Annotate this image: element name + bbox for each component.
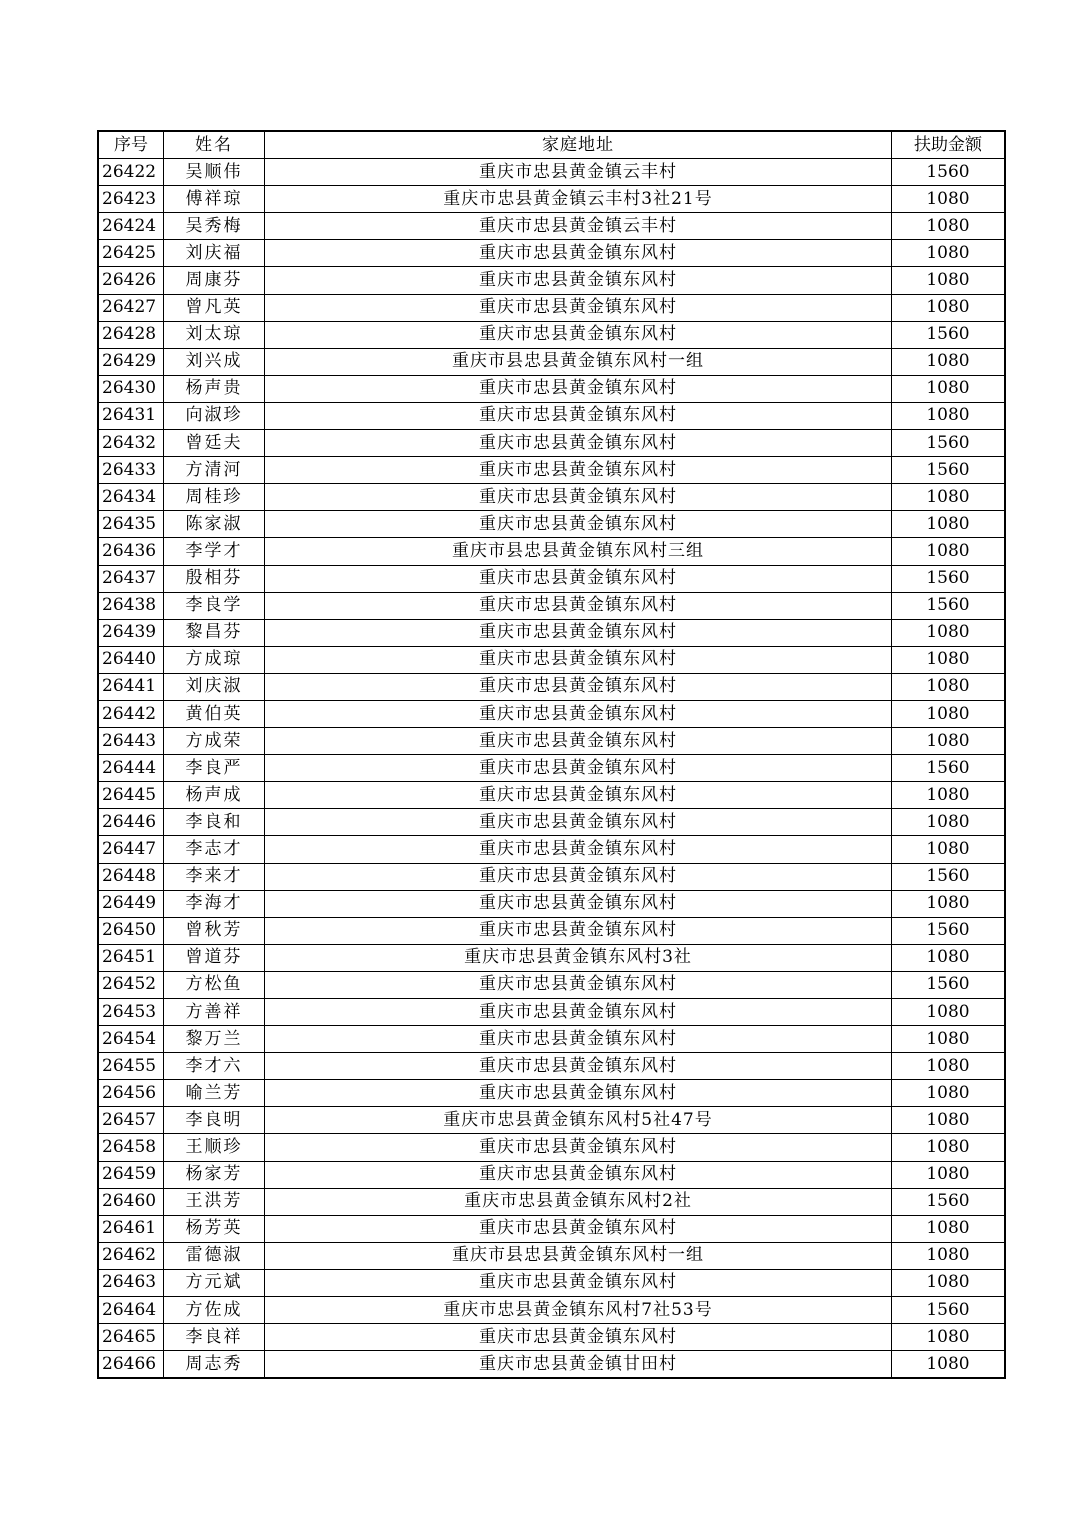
cell-amount: 1560 [892, 755, 1006, 782]
cell-address: 重庆市忠县黄金镇东风村 [265, 484, 892, 511]
cell-address: 重庆市县忠县黄金镇东风村一组 [265, 1242, 892, 1269]
table-row [98, 592, 1005, 619]
cell-name: 李良学 [164, 592, 265, 619]
cell-address: 重庆市忠县黄金镇东风村 [265, 728, 892, 755]
cell-address: 重庆市忠县黄金镇东风村 [265, 1269, 892, 1296]
cell-id: 26437 [98, 565, 164, 592]
cell-address: 重庆市忠县黄金镇东风村 [265, 375, 892, 402]
cell-address: 重庆市忠县黄金镇东风村 [265, 430, 892, 457]
cell-name: 向淑珍 [164, 402, 265, 429]
cell-name: 刘太琼 [164, 321, 265, 348]
header-name: 姓名 [164, 131, 265, 159]
table-row [98, 1161, 1005, 1188]
cell-id: 26423 [98, 186, 164, 213]
cell-name: 方成荣 [164, 728, 265, 755]
table-row [98, 999, 1005, 1026]
cell-amount: 1560 [892, 1297, 1006, 1324]
cell-name: 王顺珍 [164, 1134, 265, 1161]
table-row [98, 1297, 1005, 1324]
cell-name: 方善祥 [164, 999, 265, 1026]
cell-address: 重庆市忠县黄金镇云丰村 [265, 159, 892, 186]
cell-name: 李来才 [164, 863, 265, 890]
cell-address: 重庆市忠县黄金镇东风村 [265, 863, 892, 890]
cell-amount: 1080 [892, 240, 1006, 267]
cell-name: 曾凡英 [164, 294, 265, 321]
cell-id: 26438 [98, 592, 164, 619]
cell-id: 26458 [98, 1134, 164, 1161]
cell-amount: 1560 [892, 321, 1006, 348]
cell-amount: 1080 [892, 348, 1006, 375]
cell-id: 26463 [98, 1269, 164, 1296]
cell-name: 李良严 [164, 755, 265, 782]
cell-amount: 1560 [892, 565, 1006, 592]
cell-id: 26443 [98, 728, 164, 755]
cell-amount: 1080 [892, 944, 1006, 971]
cell-amount: 1080 [892, 673, 1006, 700]
cell-amount: 1560 [892, 457, 1006, 484]
cell-amount: 1560 [892, 159, 1006, 186]
table-row [98, 565, 1005, 592]
cell-id: 26446 [98, 809, 164, 836]
cell-amount: 1560 [892, 430, 1006, 457]
cell-id: 26431 [98, 402, 164, 429]
cell-name: 周志秀 [164, 1351, 265, 1379]
cell-amount: 1080 [892, 1107, 1006, 1134]
cell-name: 周康芬 [164, 267, 265, 294]
cell-id: 26456 [98, 1080, 164, 1107]
table-row [98, 890, 1005, 917]
table-row [98, 673, 1005, 700]
cell-amount: 1560 [892, 1188, 1006, 1215]
cell-name: 曾廷夫 [164, 430, 265, 457]
cell-name: 雷德淑 [164, 1242, 265, 1269]
table-row [98, 375, 1005, 402]
header-address: 家庭地址 [265, 131, 892, 159]
cell-name: 李良和 [164, 809, 265, 836]
cell-name: 刘兴成 [164, 348, 265, 375]
cell-name: 曾道芬 [164, 944, 265, 971]
cell-name: 方松鱼 [164, 971, 265, 998]
cell-id: 26426 [98, 267, 164, 294]
cell-name: 杨家芳 [164, 1161, 265, 1188]
cell-amount: 1080 [892, 1351, 1006, 1379]
cell-address: 重庆市忠县黄金镇东风村5社47号 [265, 1107, 892, 1134]
cell-id: 26435 [98, 511, 164, 538]
cell-id: 26447 [98, 836, 164, 863]
cell-name: 杨声成 [164, 782, 265, 809]
cell-address: 重庆市忠县黄金镇东风村 [265, 782, 892, 809]
cell-amount: 1560 [892, 863, 1006, 890]
cell-id: 26439 [98, 619, 164, 646]
cell-name: 方元斌 [164, 1269, 265, 1296]
cell-name: 曾秋芳 [164, 917, 265, 944]
cell-amount: 1560 [892, 592, 1006, 619]
cell-amount: 1080 [892, 890, 1006, 917]
cell-address: 重庆市忠县黄金镇甘田村 [265, 1351, 892, 1379]
table-row [98, 971, 1005, 998]
cell-id: 26464 [98, 1297, 164, 1324]
cell-amount: 1080 [892, 619, 1006, 646]
table-row [98, 511, 1005, 538]
table-row [98, 1134, 1005, 1161]
cell-name: 李海才 [164, 890, 265, 917]
cell-address: 重庆市忠县黄金镇东风村 [265, 836, 892, 863]
cell-name: 黎万兰 [164, 1026, 265, 1053]
cell-id: 26427 [98, 294, 164, 321]
cell-address: 重庆市忠县黄金镇东风村 [265, 971, 892, 998]
cell-address: 重庆市忠县黄金镇东风村 [265, 565, 892, 592]
table-row [98, 782, 1005, 809]
cell-address: 重庆市忠县黄金镇东风村 [265, 402, 892, 429]
cell-name: 李良祥 [164, 1324, 265, 1351]
cell-id: 26459 [98, 1161, 164, 1188]
table-row [98, 321, 1005, 348]
cell-name: 殷相芬 [164, 565, 265, 592]
cell-name: 方佐成 [164, 1297, 265, 1324]
cell-name: 李学才 [164, 538, 265, 565]
cell-address: 重庆市忠县黄金镇东风村 [265, 321, 892, 348]
cell-name: 喻兰芳 [164, 1080, 265, 1107]
table-row [98, 430, 1005, 457]
cell-address: 重庆市忠县黄金镇东风村 [265, 917, 892, 944]
cell-name: 吴顺伟 [164, 159, 265, 186]
cell-name: 李良明 [164, 1107, 265, 1134]
cell-amount: 1080 [892, 294, 1006, 321]
cell-id: 26465 [98, 1324, 164, 1351]
cell-id: 26425 [98, 240, 164, 267]
cell-amount: 1080 [892, 538, 1006, 565]
cell-address: 重庆市忠县黄金镇东风村 [265, 457, 892, 484]
cell-id: 26461 [98, 1215, 164, 1242]
cell-address: 重庆市忠县黄金镇东风村 [265, 592, 892, 619]
header-id: 序号 [98, 131, 164, 159]
table-row [98, 538, 1005, 565]
cell-address: 重庆市忠县黄金镇东风村 [265, 646, 892, 673]
cell-amount: 1080 [892, 402, 1006, 429]
cell-name: 李才六 [164, 1053, 265, 1080]
cell-amount: 1080 [892, 999, 1006, 1026]
table-row [98, 267, 1005, 294]
table-row [98, 1026, 1005, 1053]
cell-amount: 1080 [892, 375, 1006, 402]
subsidy-table [97, 130, 1006, 1379]
cell-address: 重庆市忠县黄金镇东风村 [265, 1053, 892, 1080]
cell-name: 杨芳英 [164, 1215, 265, 1242]
cell-id: 26448 [98, 863, 164, 890]
cell-address: 重庆市忠县黄金镇东风村 [265, 1324, 892, 1351]
cell-name: 方清河 [164, 457, 265, 484]
cell-amount: 1080 [892, 646, 1006, 673]
cell-name: 王洪芳 [164, 1188, 265, 1215]
cell-id: 26452 [98, 971, 164, 998]
cell-id: 26457 [98, 1107, 164, 1134]
cell-name: 方成琼 [164, 646, 265, 673]
table-row [98, 294, 1005, 321]
cell-address: 重庆市忠县黄金镇东风村 [265, 267, 892, 294]
cell-address: 重庆市忠县黄金镇东风村 [265, 294, 892, 321]
cell-id: 26442 [98, 700, 164, 727]
cell-id: 26454 [98, 1026, 164, 1053]
cell-amount: 1080 [892, 511, 1006, 538]
table-row [98, 1107, 1005, 1134]
cell-amount: 1080 [892, 484, 1006, 511]
cell-address: 重庆市忠县黄金镇东风村 [265, 619, 892, 646]
cell-address: 重庆市忠县黄金镇东风村3社 [265, 944, 892, 971]
cell-address: 重庆市忠县黄金镇东风村 [265, 809, 892, 836]
table-row [98, 1351, 1005, 1379]
table-row [98, 240, 1005, 267]
cell-name: 杨声贵 [164, 375, 265, 402]
cell-amount: 1080 [892, 186, 1006, 213]
cell-amount: 1080 [892, 1134, 1006, 1161]
cell-amount: 1560 [892, 971, 1006, 998]
cell-amount: 1080 [892, 1026, 1006, 1053]
cell-address: 重庆市忠县黄金镇东风村 [265, 1215, 892, 1242]
cell-id: 26432 [98, 430, 164, 457]
cell-address: 重庆市忠县黄金镇东风村2社 [265, 1188, 892, 1215]
cell-id: 26428 [98, 321, 164, 348]
cell-id: 26424 [98, 213, 164, 240]
cell-amount: 1080 [892, 1161, 1006, 1188]
cell-amount: 1080 [892, 1053, 1006, 1080]
cell-amount: 1080 [892, 782, 1006, 809]
cell-name: 黎昌芬 [164, 619, 265, 646]
cell-address: 重庆市县忠县黄金镇东风村三组 [265, 538, 892, 565]
cell-amount: 1080 [892, 728, 1006, 755]
cell-address: 重庆市忠县黄金镇东风村 [265, 700, 892, 727]
table-row [98, 619, 1005, 646]
cell-id: 26462 [98, 1242, 164, 1269]
cell-amount: 1080 [892, 1324, 1006, 1351]
table-row [98, 1053, 1005, 1080]
table-row [98, 348, 1005, 375]
cell-id: 26453 [98, 999, 164, 1026]
cell-id: 26455 [98, 1053, 164, 1080]
table-row [98, 159, 1005, 186]
cell-name: 黄伯英 [164, 700, 265, 727]
table-row [98, 836, 1005, 863]
table-body [98, 159, 1005, 1379]
cell-name: 傅祥琼 [164, 186, 265, 213]
cell-address: 重庆市忠县黄金镇云丰村 [265, 213, 892, 240]
cell-name: 陈家淑 [164, 511, 265, 538]
cell-name: 李志才 [164, 836, 265, 863]
cell-id: 26460 [98, 1188, 164, 1215]
cell-address: 重庆市忠县黄金镇东风村 [265, 890, 892, 917]
cell-id: 26436 [98, 538, 164, 565]
cell-id: 26434 [98, 484, 164, 511]
cell-amount: 1080 [892, 1269, 1006, 1296]
cell-amount: 1080 [892, 1242, 1006, 1269]
table-row [98, 1215, 1005, 1242]
cell-address: 重庆市忠县黄金镇东风村 [265, 673, 892, 700]
table-row [98, 1324, 1005, 1351]
cell-name: 周桂珍 [164, 484, 265, 511]
table-row [98, 755, 1005, 782]
table-row [98, 402, 1005, 429]
cell-amount: 1080 [892, 700, 1006, 727]
cell-address: 重庆市忠县黄金镇东风村 [265, 755, 892, 782]
table-row [98, 1269, 1005, 1296]
cell-id: 26430 [98, 375, 164, 402]
table-header-row [98, 131, 1005, 159]
table-row [98, 700, 1005, 727]
table-row [98, 457, 1005, 484]
cell-address: 重庆市忠县黄金镇东风村 [265, 1134, 892, 1161]
cell-amount: 1080 [892, 267, 1006, 294]
cell-name: 刘庆淑 [164, 673, 265, 700]
cell-address: 重庆市忠县黄金镇东风村 [265, 1161, 892, 1188]
cell-amount: 1080 [892, 1215, 1006, 1242]
table-row [98, 1080, 1005, 1107]
cell-address: 重庆市忠县黄金镇东风村 [265, 1080, 892, 1107]
cell-address: 重庆市忠县黄金镇东风村 [265, 240, 892, 267]
table-row [98, 917, 1005, 944]
cell-id: 26450 [98, 917, 164, 944]
cell-name: 刘庆福 [164, 240, 265, 267]
cell-address: 重庆市忠县黄金镇云丰村3社21号 [265, 186, 892, 213]
cell-id: 26449 [98, 890, 164, 917]
cell-address: 重庆市忠县黄金镇东风村7社53号 [265, 1297, 892, 1324]
table-row [98, 484, 1005, 511]
cell-id: 26422 [98, 159, 164, 186]
table-row [98, 728, 1005, 755]
cell-id: 26433 [98, 457, 164, 484]
cell-id: 26451 [98, 944, 164, 971]
table-row [98, 646, 1005, 673]
table-row [98, 809, 1005, 836]
cell-address: 重庆市忠县黄金镇东风村 [265, 511, 892, 538]
cell-amount: 1560 [892, 917, 1006, 944]
table-row [98, 186, 1005, 213]
cell-address: 重庆市县忠县黄金镇东风村一组 [265, 348, 892, 375]
cell-id: 26466 [98, 1351, 164, 1379]
cell-amount: 1080 [892, 213, 1006, 240]
header-amount: 扶助金额 [892, 131, 1006, 159]
cell-id: 26441 [98, 673, 164, 700]
cell-id: 26429 [98, 348, 164, 375]
cell-address: 重庆市忠县黄金镇东风村 [265, 1026, 892, 1053]
cell-address: 重庆市忠县黄金镇东风村 [265, 999, 892, 1026]
table-row [98, 1242, 1005, 1269]
table-row [98, 1188, 1005, 1215]
cell-amount: 1080 [892, 836, 1006, 863]
table-row [98, 944, 1005, 971]
cell-id: 26445 [98, 782, 164, 809]
cell-name: 吴秀梅 [164, 213, 265, 240]
cell-amount: 1080 [892, 1080, 1006, 1107]
cell-id: 26444 [98, 755, 164, 782]
cell-id: 26440 [98, 646, 164, 673]
table-row [98, 213, 1005, 240]
subsidy-table-container [97, 130, 1006, 1379]
cell-amount: 1080 [892, 809, 1006, 836]
table-row [98, 863, 1005, 890]
